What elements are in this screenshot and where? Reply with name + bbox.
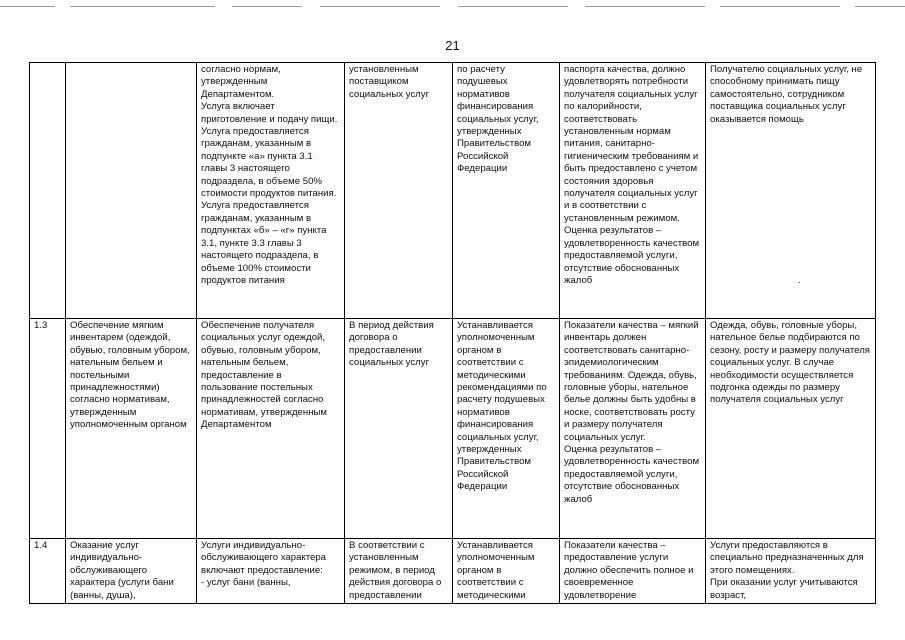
cell-term: В период действия договора о предоставлении социальных услуг: [345, 319, 453, 539]
cell-number: 1.3: [30, 319, 66, 539]
cell-term: установленным поставщиком социальных услуг: [345, 63, 453, 319]
header-rule: [70, 6, 215, 7]
header-rule: [458, 6, 568, 7]
cell-quality: [560, 539, 706, 604]
cell-quality: [560, 319, 706, 539]
paragraph: Показатели качества – мягкий инвентарь должен соответствовать санитарно-эпидемиологическим требованиям. Одежда, обувь, головные уборы, нательное белье должны быть удобны в носке, соответствовать росту и размеру получателя социальных услуг.: [564, 320, 699, 443]
cell-term: В соответствии с установленным режимом, в период действия договора о предоставлении: [345, 539, 453, 604]
cell-norm: по расчету подушевых нормативов финансирования социальных услуг, утвержденных Правительством Российской Федерации: [453, 63, 560, 319]
paragraph: Оценка результатов – удовлетворенность качеством предоставляемой услуги, отсутствие обоснованных жалоб: [564, 444, 700, 505]
header-rule: [855, 6, 905, 7]
scan-speck: ·: [798, 277, 801, 288]
cell-service-name: [66, 63, 197, 319]
cell-conditions: [706, 539, 876, 604]
page-number: 21: [445, 38, 460, 53]
cell-description: [197, 63, 345, 319]
cell-service-name: Обеспечение мягким инвентарем (одеждой, обувью, головным убором, нательным бельем и постельными принадлежностями) согласно нормативам, утвержденным уполномоченным органом: [66, 319, 197, 539]
paragraph: Одежда, обувь, головные уборы, нательное белье подбираются по сезону, росту и размеру получателя социальных услуг. В случае необходимости осуществляется подгонка одежды по размеру получателя социальных услуг: [710, 320, 870, 406]
paragraph: Услуга включает приготовление и подачу пищи.: [201, 101, 338, 125]
paragraph: Услуги индивидуально-обслуживающего характера включают предоставление:: [201, 540, 327, 576]
paragraph: паспорта качества, должно удовлетворять потребности получателя социальных услуг по калорийности, соответствовать установленным нормам питания, санитарно-гигиеническим требованиям и быть предоставлено с учетом состояния здоровья получателя социальных услуг и в соответствии с установленным режимом.: [564, 64, 699, 224]
cell-conditions: [706, 319, 876, 539]
cell-conditions: [706, 63, 876, 319]
cell-norm: Устанавливается уполномоченным органом в соответствии с методическими рекомендациями по расчету подушевых нормативов финансирования социальных услуг, утвержденных Правительством Российской Федерации: [453, 319, 560, 539]
cell-description: [197, 319, 345, 539]
header-rule: [720, 6, 840, 7]
services-table: [29, 62, 876, 604]
cell-service-name: Оказание услуг индивидуально-обслуживающего характера (услуги бани (ванны, душа),: [66, 539, 197, 604]
paragraph: Услуга предоставляется гражданам, указанным в подпунктах «б» – «г» пункта 3.1, пункте 3.3 главы 3 настоящего подраздела, в объеме 100% стоимости продуктов питания: [201, 200, 327, 286]
paragraph: Услуга предоставляется гражданам, указанным в подпункте «а» пункта 3.1 главы 3 настоящего подраздела, в объеме 50% стоимости продуктов питания.: [201, 126, 337, 200]
cell-description: [197, 539, 345, 604]
header-rule: [232, 6, 302, 7]
paragraph: Услуги предоставляются в специально предназначенных для этого помещениях.: [710, 540, 864, 576]
paragraph: При оказании услуг учитываются возраст,: [710, 577, 858, 601]
header-rule: [585, 6, 705, 7]
paragraph: согласно нормам, утвержденным Департаментом.: [201, 64, 281, 100]
header-rule: [320, 6, 440, 7]
paragraph: Получателю социальных услуг, не способному принимать пищу самостоятельно, сотрудником поставщика социальных услуг оказывается помощь: [710, 64, 863, 125]
header-rule: [0, 6, 55, 7]
paragraph: - услуг бани (ванны,: [201, 577, 291, 589]
paragraph: Обеспечение получателя социальных услуг одеждой, обувью, головным убором, нательным бельем, предоставление в пользование постельных принадлежностей согласно нормативам, утвержденным Департаментом: [201, 320, 327, 431]
cell-quality: [560, 63, 706, 319]
paragraph: Оценка результатов – удовлетворенность качеством предоставляемой услуги, отсутствие обоснованных жалоб: [564, 225, 700, 286]
paragraph: Показатели качества – предоставление услуги должно обеспечить полное и своевременное удовлетворение: [564, 540, 694, 601]
table-row: [30, 539, 876, 604]
table-row: [30, 63, 876, 319]
cell-number: [30, 63, 66, 319]
cell-number: 1.4: [30, 539, 66, 604]
table-row: [30, 319, 876, 539]
cell-norm: Устанавливается уполномоченным органом в соответствии с методическими: [453, 539, 560, 604]
